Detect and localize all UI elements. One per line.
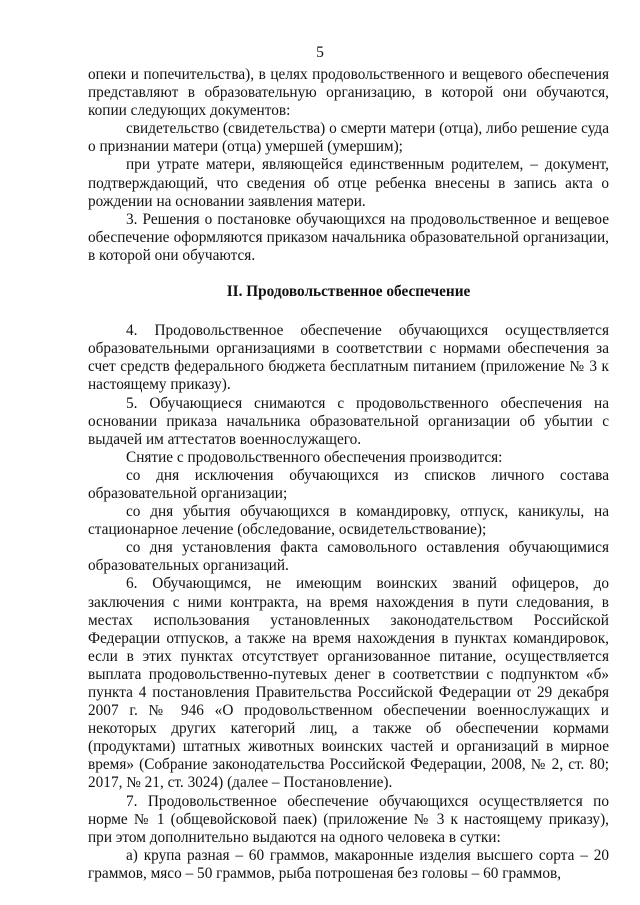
paragraph-7a: а) крупа разная – 60 граммов, макаронные изделия высшего сорта – 20 граммов, мясо – 50 граммов, рыба потрошеная без головы – 60 граммов, bbox=[88, 846, 609, 882]
paragraph-6: 6. Обучающимся, не имеющим воинских званий офицеров, до заключения с ними контракта, на время нахождения в пути следования, в местах использования установленных законодательством Российской Федерации отпусков, а также на время нахождения в пунктах командировок, если в этих пунктах отсутствует организованное питание, осуществляется выплата продовольственно-путевых денег в соответствии с подпунктом «б» пункта 4 постановления Правительства Российской Федерации от 29 декабря 2007 г. № 946 «О продовольственном обеспечении военнослужащих и некоторых других категорий лиц, а также об обеспечении кормами (продуктами) штатных животных воинских частей и организаций в мирное время» (Собрание законодательства Российской Федерации, 2008, № 2, ст. 80; 2017, № 21, ст. 3024) (далее – Постановление). bbox=[88, 575, 609, 792]
paragraph-4: 4. Продовольственное обеспечение обучающихся осуществляется образовательными организациями в соответствии с нормами обеспечения за счет средств федерального бюджета бесплатным питанием (приложение № 3 к настоящему приказу). bbox=[88, 322, 609, 394]
paragraph-7: 7. Продовольственное обеспечение обучающихся осуществляется по норме № 1 (общевойсковой паек) (приложение № 3 к настоящему приказу), при этом дополнительно выдаются на одного человека в сутки: bbox=[88, 792, 609, 846]
paragraph-removal-departure: со дня убытия обучающихся в командировку, отпуск, каникулы, на стационарное лечение (обследование, освидетельствование); bbox=[88, 503, 609, 539]
paragraph-continuation: опеки и попечительства), в целях продовольственного и вещевого обеспечения представляют в образовательную организацию, в которой они обучаются, копии следующих документов: bbox=[88, 66, 609, 120]
page-number: 5 bbox=[316, 44, 324, 61]
paragraph-removal-exclusion: со дня исключения обучающихся из списков личного состава образовательной организации; bbox=[88, 466, 609, 502]
paragraph-3: 3. Решения о постановке обучающихся на продовольственное и вещевое обеспечение оформляются приказом начальника образовательной организации, в которой они обучаются. bbox=[88, 210, 609, 264]
document-body bbox=[88, 66, 609, 883]
paragraph-removal-abandonment: со дня установления факта самовольного оставления обучающимися образовательных организаций. bbox=[88, 539, 609, 575]
paragraph-5: 5. Обучающиеся снимаются с продовольственного обеспечения на основании приказа начальника образовательной организации об убытии с выдачей им аттестатов военнослужащего. bbox=[88, 394, 609, 448]
paragraph-death-certificate: свидетельство (свидетельства) о смерти матери (отца), либо решение суда о признании матери (отца) умершей (умершим); bbox=[88, 120, 609, 156]
paragraph-single-parent: при утрате матери, являющейся единственным родителем, – документ, подтверждающий, что сведения об отце ребенка внесены в запись акта о рождении на основании заявления матери. bbox=[88, 156, 609, 210]
section-heading: II. Продовольственное обеспечение bbox=[226, 283, 471, 301]
paragraph-removal-intro: Снятие с продовольственного обеспечения производится: bbox=[126, 448, 503, 466]
